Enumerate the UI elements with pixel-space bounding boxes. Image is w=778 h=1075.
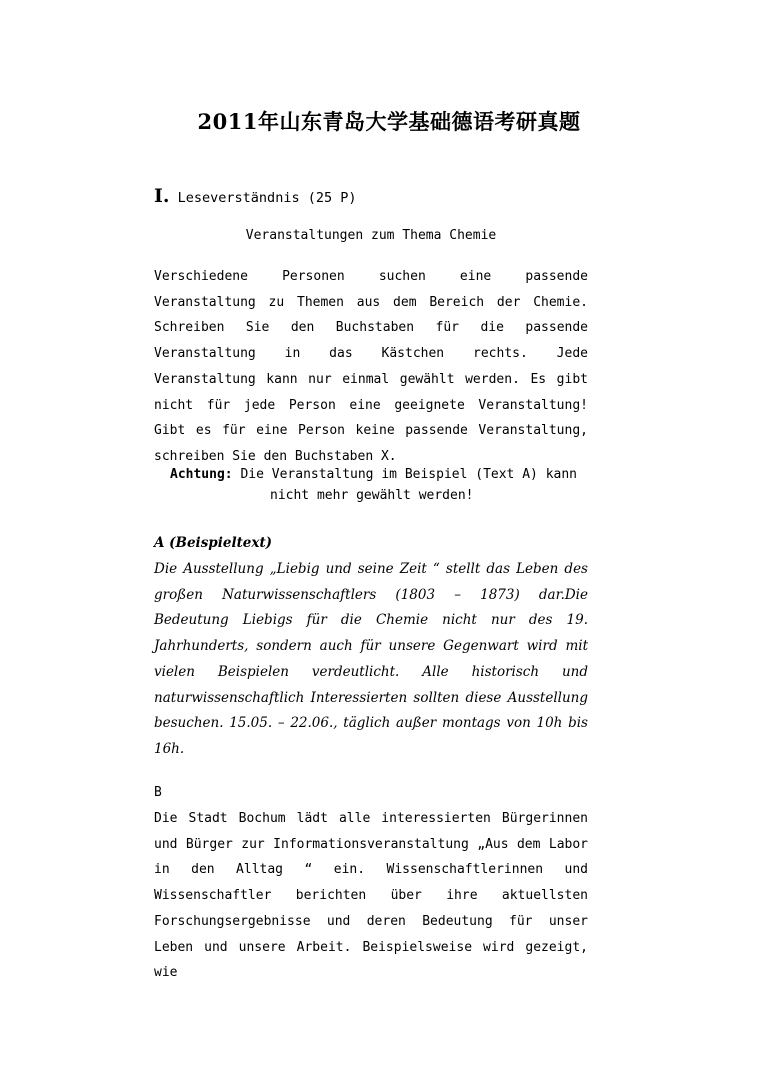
- instructions-paragraph: Verschiedene Personen suchen eine passende Veranstaltung zu Themen aus dem Bereich der Chemie. Schreiben Sie den Buchstaben für die passende Veranstaltung in das Kästchen rechts. Jede Veranstaltung kann nur einmal gewählt werden. Es gibt nicht für jede Person eine geeignete Veranstaltung! Gibt es für eine Person keine passende Veranstaltung, schreiben Sie den Buchstaben X.: [154, 269, 588, 464]
- notice-box: [170, 464, 590, 506]
- notice-line-2: nicht mehr gewählt werden!: [270, 488, 474, 503]
- text-a-heading: A (Beispieltext): [154, 535, 273, 551]
- section-heading: [154, 185, 356, 207]
- text-b-body: Die Stadt Bochum lädt alle interessierten Bürgerinnen und Bürger zur Informationsveranstaltung „Aus dem Labor in den Alltag “ ein. Wissenschaftlerinnen und Wissenschaftler berichten über ihre aktuellsten Forschungsergebnisse und deren Bedeutung für unser Leben und unsere Arbeit. Beispielsweise wird gezeigt, wie: [154, 811, 588, 981]
- text-a-body: Die Ausstellung „Liebig und seine Zeit “ stellt das Leben des großen Naturwissenschaftlers (1803 – 1873) dar.Die Bedeutung Liebigs für die Chemie nicht nur des 19. Jahrhunderts, sondern auch für unsere Gegenwart wird mit vielen Beispielen verdeutlicht. Alle historisch und naturwissenschaftlich Interessierten sollten diese Ausstellung besuchen. 15.05. – 22.06., täglich außer montags von 10h bis 16h.: [154, 561, 588, 757]
- section-number: I.: [154, 185, 170, 207]
- notice-label: Achtung:: [170, 467, 233, 482]
- section-title: Leseverständnis (25 P): [177, 190, 357, 206]
- task-subtitle: Veranstaltungen zum Thema Chemie: [245, 228, 497, 243]
- notice-line-1: Die Veranstaltung im Beispiel (Text A) kann: [240, 467, 577, 482]
- page-title: 2011年山东青岛大学基础德语考研真题: [197, 109, 581, 134]
- text-b-heading: B: [154, 785, 162, 800]
